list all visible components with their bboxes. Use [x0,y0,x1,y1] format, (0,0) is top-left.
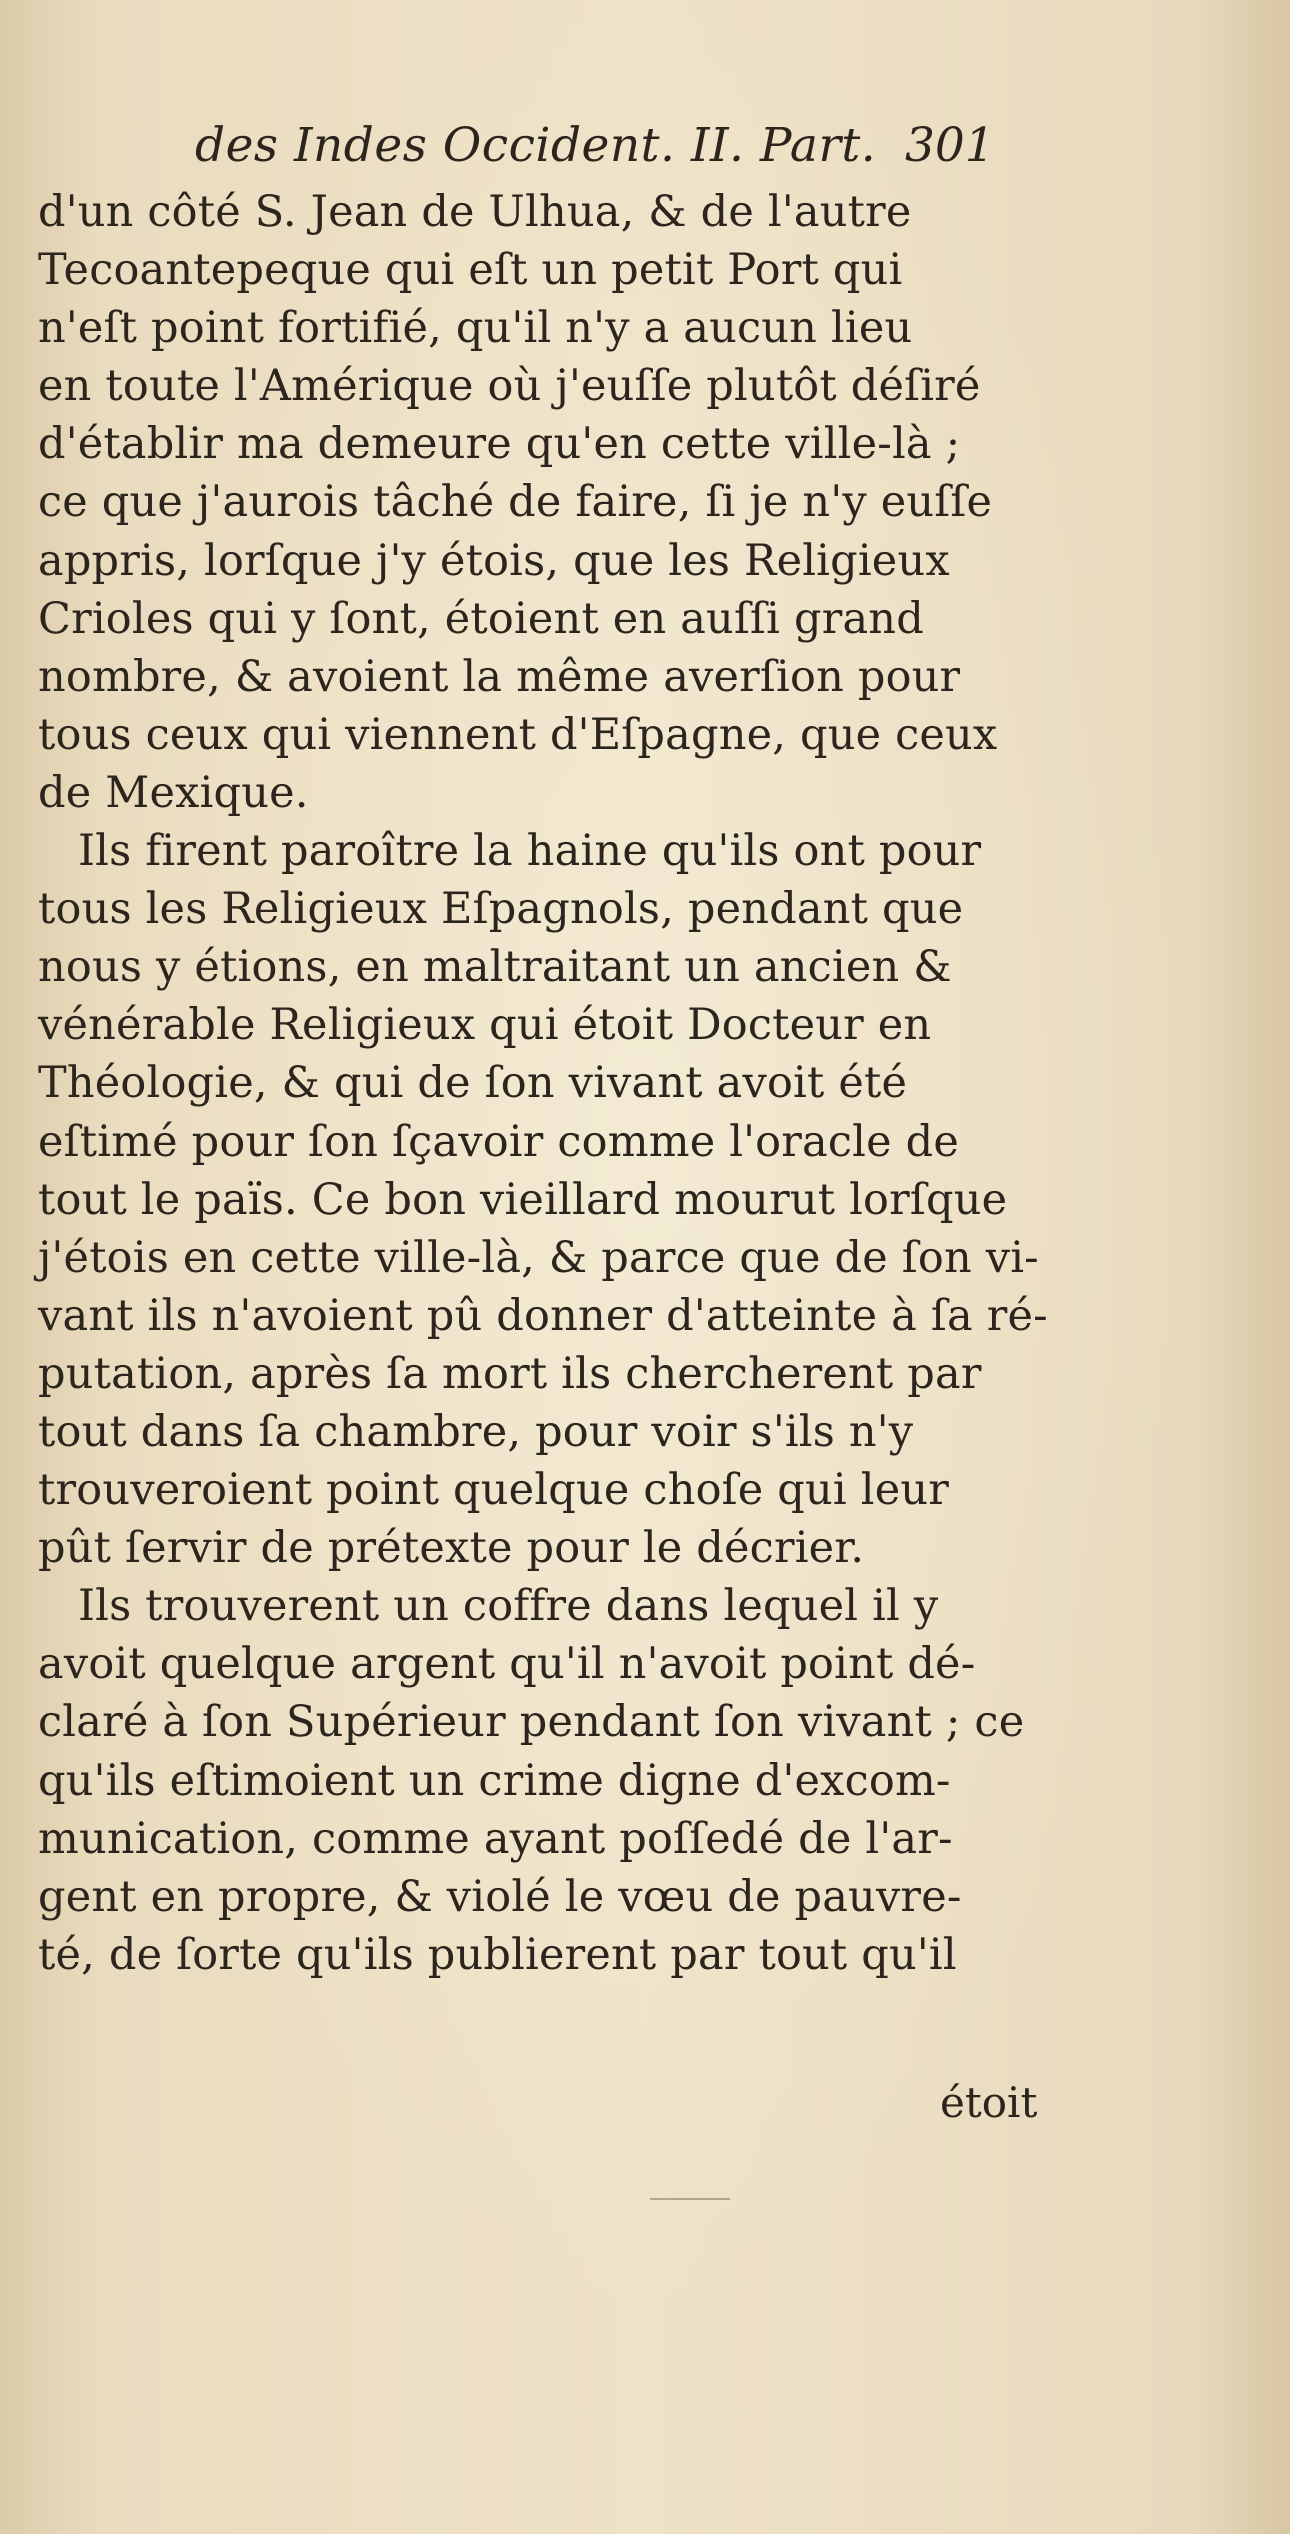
text-line: tout le païs. Ce bon vieillard mourut lorſque [38,1174,1008,1225]
text-line: de Mexique. [38,767,309,818]
text-line: d'un côté S. Jean de Ulhua, & de l'autre [38,187,912,237]
text-line: tous les Religieux Eſpagnols, pendant que [38,884,964,935]
text-line: munication, comme ayant poſſedé de l'ar- [38,1813,953,1864]
page-header [0,118,1290,188]
text-line: d'établir ma demeure qu'en cette ville-là ; [38,419,961,470]
text-line: tout dans ſa chambre, pour voir s'ils n'y [38,1406,914,1457]
text-line: Crioles qui y ſont, étoient en auſſi grand [38,593,924,644]
text-line: j'étois en cette ville-là, & parce que de ſon vi- [38,1232,1039,1283]
page-number: 301 [905,118,995,173]
text-line: gent en propre, & violé le vœu de pauvre- [38,1871,962,1922]
text-line: pût ſervir de prétexte pour le décrier. [38,1523,865,1574]
text-line: appris, lorſque j'y étois, que les Religieux [38,535,950,586]
body-text [38,183,1048,1984]
catchword: étoit [940,2078,1038,2127]
text-line: ce que j'aurois tâché de faire, ſi je n'y euſſe [38,477,993,528]
text-line: vénérable Religieux qui étoit Docteur en [38,1000,932,1051]
text-line: eſtimé pour ſon ſçavoir comme l'oracle de [38,1116,959,1167]
running-head: des Indes Occident. II. Part. [195,118,877,173]
text-line: Théologie, & qui de ſon vivant avoit été [38,1058,908,1109]
text-line: tous ceux qui viennent d'Eſpagne, que ceux [38,709,998,760]
text-line: putation, après ſa mort ils chercherent par [38,1348,982,1399]
text-line: trouveroient point quelque choſe qui leur [38,1465,949,1516]
text-line: n'eſt point fortifié, qu'il n'y a aucun lieu [38,303,913,354]
text-line: nombre, & avoient la même averſion pour [38,651,961,702]
paragraph-start-line: Ils trouverent un coffre dans lequel il y [78,1581,939,1632]
text-line: en toute l'Amérique où j'euſſe plutôt déſiré [38,361,981,412]
text-line: nous y étions, en maltraitant un ancien & [38,942,952,993]
text-line: avoit quelque argent qu'il n'avoit point dé- [38,1639,976,1690]
paragraph-start-line: Ils firent paroître la haine qu'ils ont pour [78,826,982,877]
text-line: Tecoantepeque qui eſt un petit Port qui [38,245,903,296]
decorative-rule [650,2198,730,2200]
text-line: qu'ils eſtimoient un crime digne d'excom- [38,1755,951,1806]
text-line: claré à ſon Supérieur pendant ſon vivant ; ce [38,1697,1025,1748]
text-line: té, de ſorte qu'ils publierent par tout qu'il [38,1929,957,1980]
text-line: vant ils n'avoient pû donner d'atteinte à ſa ré- [38,1290,1048,1341]
